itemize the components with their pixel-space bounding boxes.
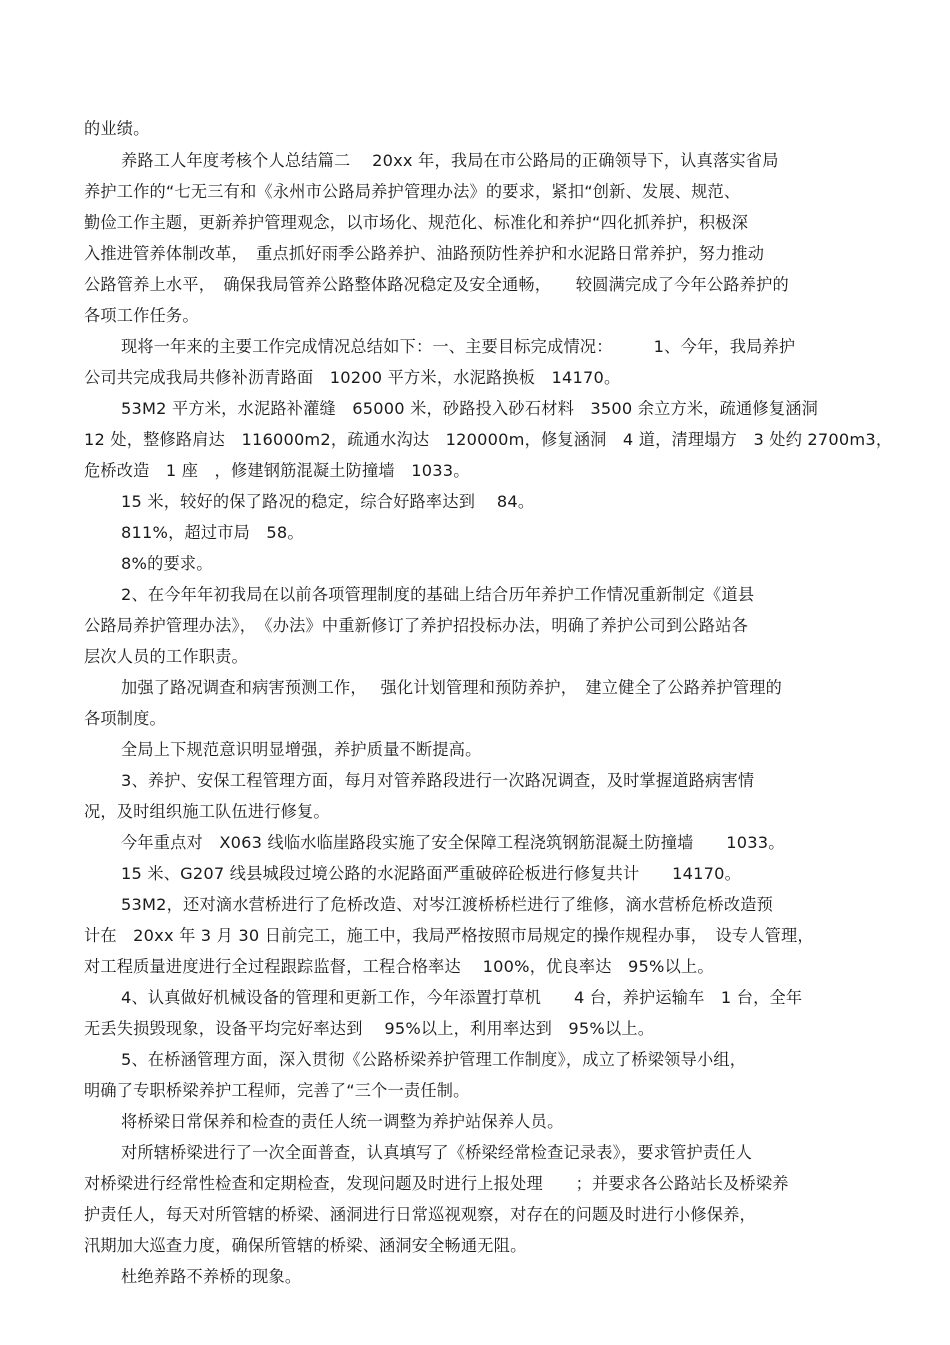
text-line: 护责任人，每天对所管辖的桥梁、涵洞进行日常巡视观察，对存在的问题及时进行小修保养，: [84, 1205, 756, 1224]
text-line: 加强了路况调查和病害预测工作， 强化计划管理和预防养护， 建立健全了公路养护管理的: [121, 678, 783, 697]
text-line: 3、养护、安保工程管理方面，每月对管养路段进行一次路况调查，及时掌握道路病害情: [121, 771, 755, 790]
text-line: 层次人员的工作职责。: [84, 647, 248, 666]
text-line: 公司共完成我局共修补沥青路面 10200 平方米，水泥路换板 14170。: [84, 368, 621, 387]
text-line: 5、在桥涵管理方面，深入贯彻《公路桥梁养护管理工作制度》，成立了桥梁领导小组，: [121, 1050, 747, 1069]
text-line: 现将一年来的主要工作完成情况总结如下：一、主要目标完成情况： 1、今年，我局养护: [121, 337, 796, 356]
text-line: 的业绩。: [84, 119, 150, 138]
text-line: 况，及时组织施工队伍进行修复。: [84, 802, 330, 821]
text-line: 各项工作任务。: [84, 306, 199, 325]
text-line: 入推进管养体制改革， 重点抓好雨季公路养护、油路预防性养护和水泥路日常养护，努力推动: [84, 244, 765, 263]
text-line: 2、在今年年初我局在以前各项管理制度的基础上结合历年养护工作情况重新制定《道县: [121, 585, 755, 604]
text-line: 对所辖桥梁进行了一次全面普查，认真填写了《桥梁经常检查记录表》，要求管护责任人: [121, 1143, 753, 1162]
text-line: 全局上下规范意识明显增强，养护质量不断提高。: [121, 740, 482, 759]
text-line: 危桥改造 1 座 ，修建钢筋混凝土防撞墙 1033。: [84, 461, 470, 480]
text-line: 各项制度。: [84, 709, 166, 728]
text-line: 无丢失损毁现象，设备平均完好率达到 95%以上，利用率达到 95%以上。: [84, 1019, 655, 1038]
text-line: 汛期加大巡查力度，确保所管辖的桥梁、涵洞安全畅通无阻。: [84, 1236, 527, 1255]
text-line: 15 米、G207 线县城段过境公路的水泥路面严重破碎砼板进行修复共计 14170。: [121, 864, 742, 883]
text-line: 对桥梁进行经常性检查和定期检查，发现问题及时进行上报处理 ；并要求各公路站长及桥梁养: [84, 1174, 789, 1193]
text-line: 15 米，较好的保了路况的稳定，综合好路率达到 84。: [121, 492, 535, 511]
text-line: 养护工作的“七无三有和《永州市公路局养护管理办法》的要求，紧扣“创新、发展、规范、: [84, 182, 741, 201]
text-line: 811%，超过市局 58。: [121, 523, 304, 542]
text-line: 公路管养上水平， 确保我局管养公路整体路况稳定及安全通畅， 较圆满完成了今年公路养护的: [84, 275, 789, 294]
text-line: 公路局养护管理办法》， 《办法》中重新修订了养护招投标办法，明确了养护公司到公路站各: [84, 616, 748, 635]
text-line: 12 处，整修路肩达 116000m2，疏通水沟达 120000m，修复涵洞 4 道，清理塌方 3 处约 2700m3，: [84, 430, 893, 449]
text-line: 勤俭工作主题，更新养护管理观念，以市场化、规范化、标准化和养护“四化抓养护，积极深: [84, 213, 749, 232]
text-line: 今年重点对 X063 线临水临崖路段实施了安全保障工程浇筑钢筋混凝土防撞墙 1033。: [121, 833, 785, 852]
text-line: 杜绝养路不养桥的现象。: [121, 1267, 302, 1286]
text-line: 将桥梁日常保养和检查的责任人统一调整为养护站保养人员。: [121, 1112, 564, 1131]
text-line: 对工程质量进度进行全过程跟踪监督，工程合格率达 100%，优良率达 95%以上。: [84, 957, 714, 976]
text-line: 养路工人年度考核个人总结篇二 20xx 年，我局在市公路局的正确领导下，认真落实省局: [121, 151, 779, 170]
text-line: 计在 20xx 年 3 月 30 日前完工，施工中，我局严格按照市局规定的操作规程办事， 设专人管理，: [84, 926, 814, 945]
text-line: 53M2 平方米，水泥路补灌缝 65000 米，砂路投入砂石材料 3500 余立方米，疏通修复涵洞: [121, 399, 818, 418]
text-line: 53M2，还对滴水营桥进行了危桥改造、对岑江渡桥桥栏进行了维修，滴水营桥危桥改造预: [121, 895, 773, 914]
text-line: 4、认真做好机械设备的管理和更新工作，今年添置打草机 4 台，养护运输车 1 台，全年: [121, 988, 803, 1007]
text-line: 明确了专职桥梁养护工程师，完善了“三个一责任制。: [84, 1081, 470, 1100]
text-line: 8%的要求。: [121, 554, 213, 573]
